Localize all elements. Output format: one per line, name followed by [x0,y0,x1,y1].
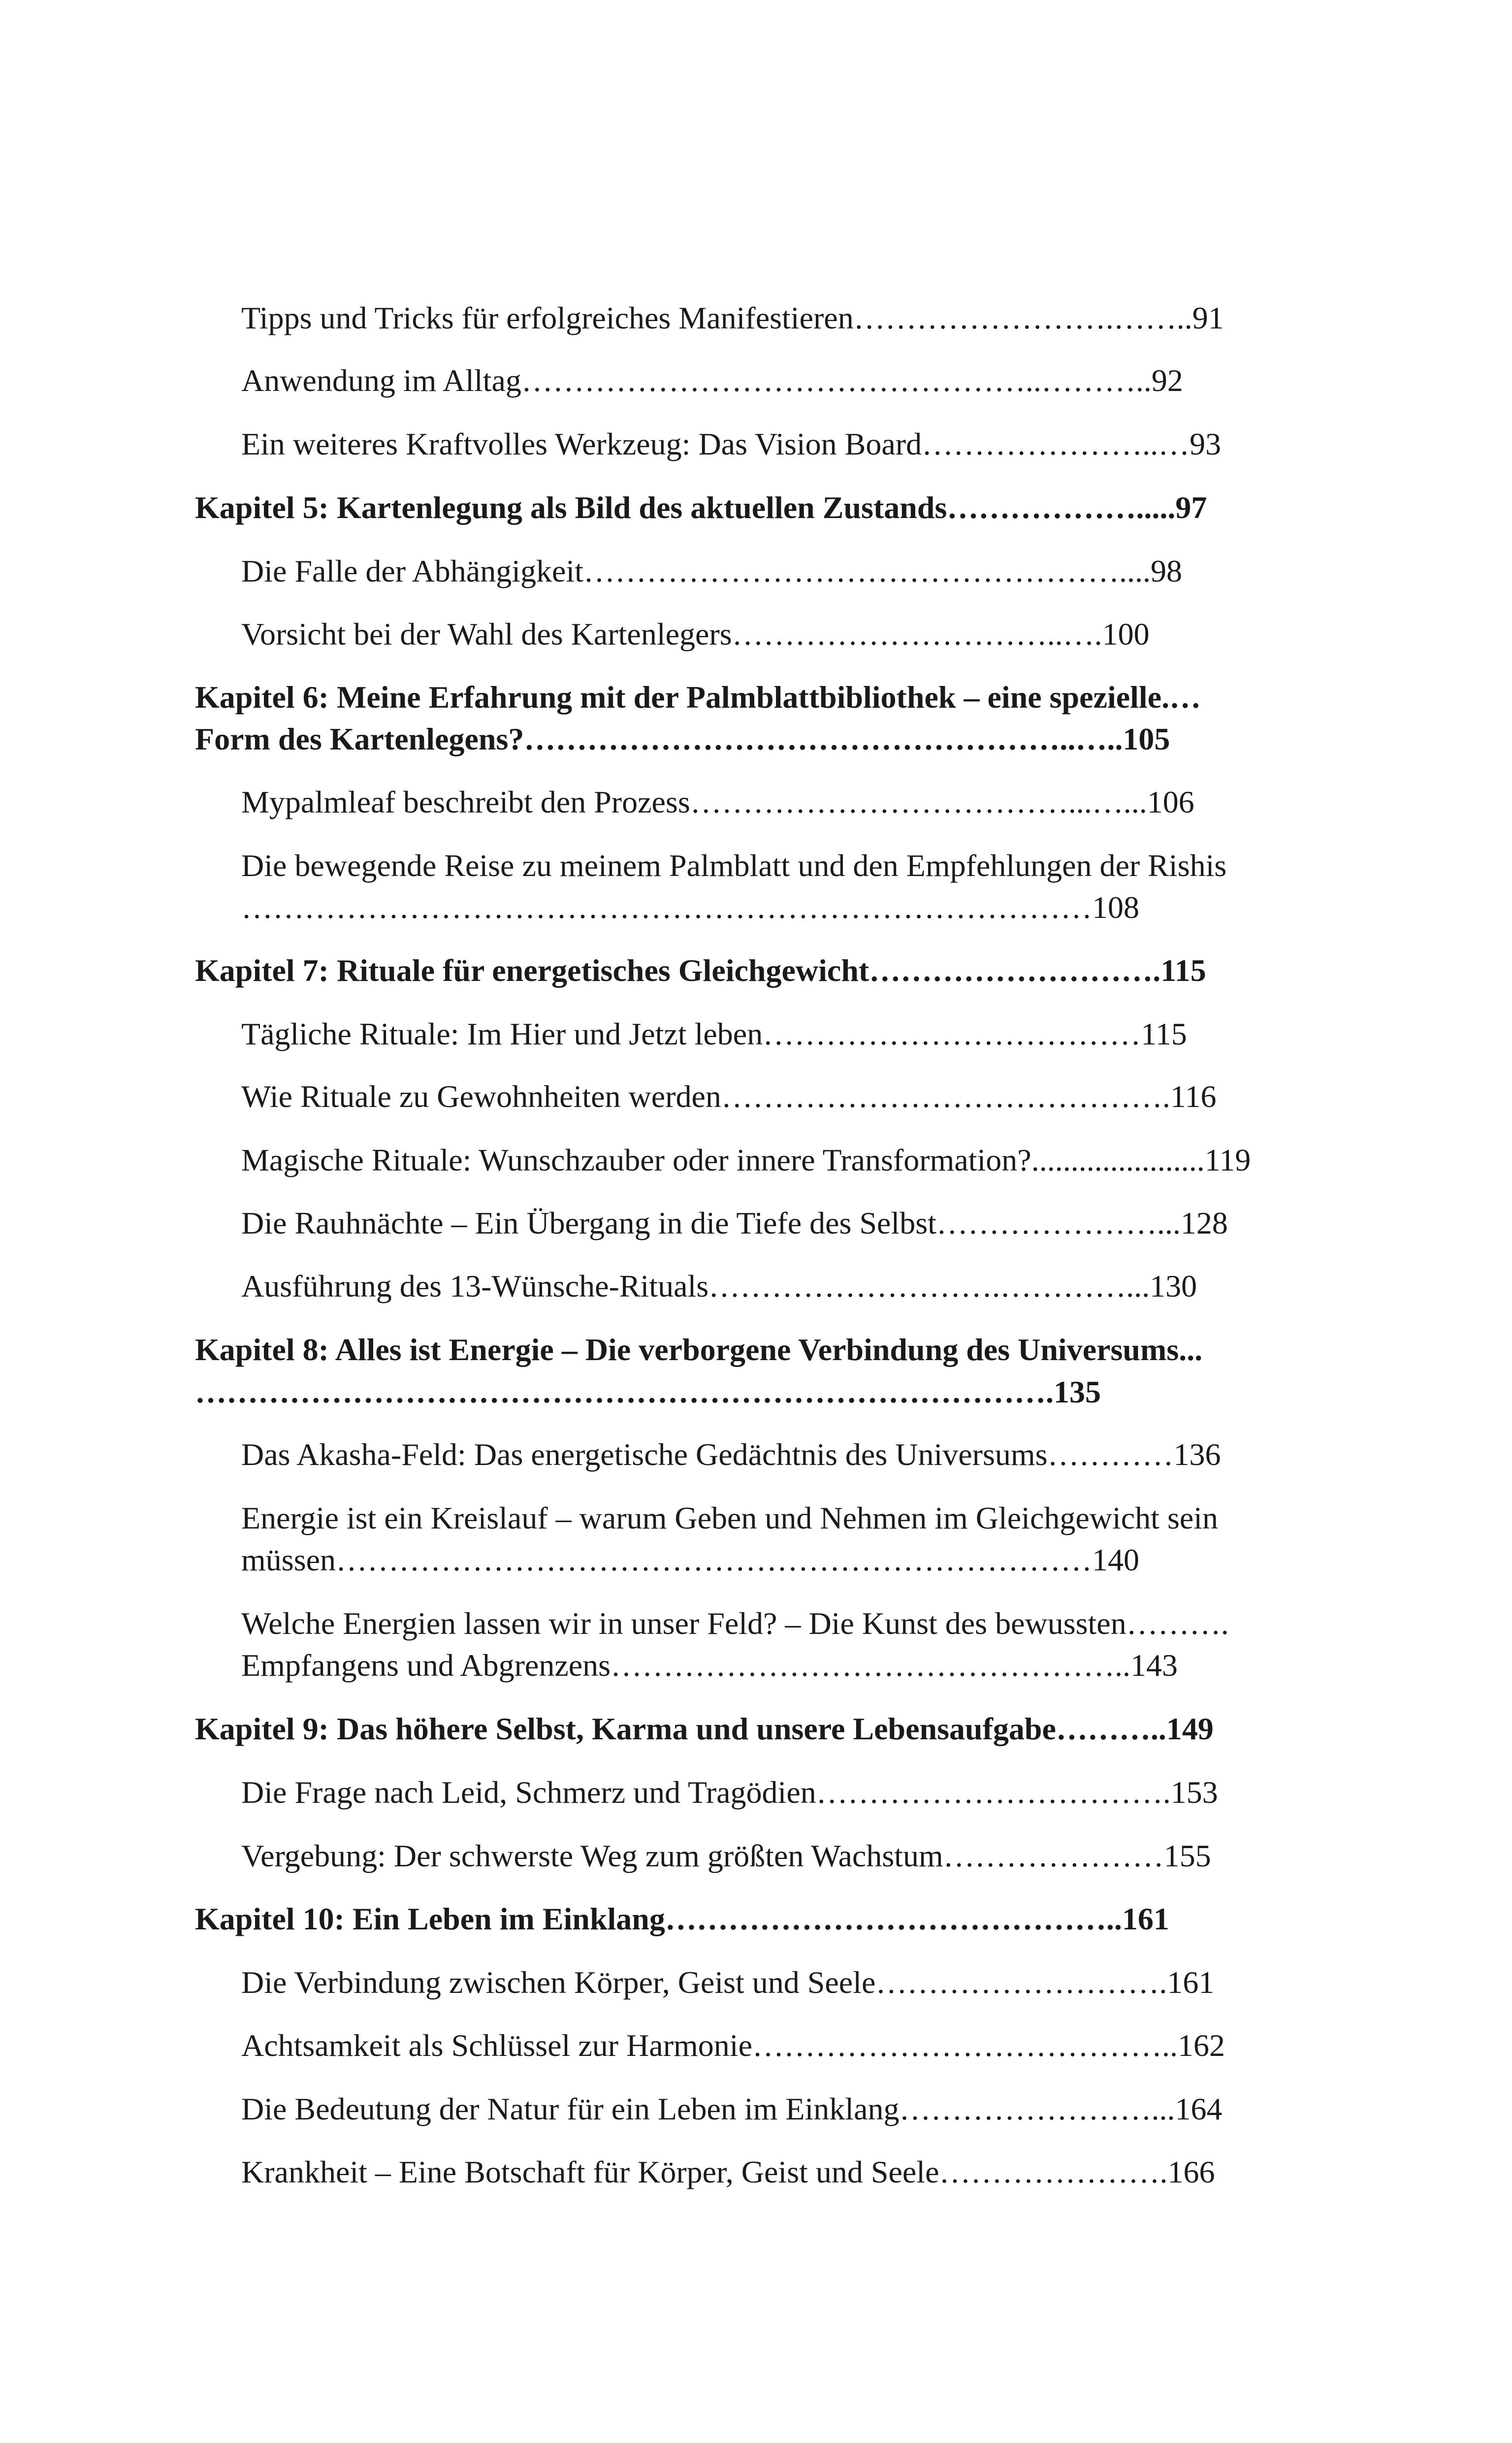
toc-section-line: Die bewegende Reise zu meinem Palmblatt und den Empfehlungen der Rishis [241,848,1227,883]
toc-chapter-line: Kapitel 8: Alles ist Energie – Die verborgene Verbindung des Universums... [195,1332,1203,1367]
toc-section-line: Tipps und Tricks für erfolgreiches Manifestieren…………………….……..91 [241,300,1224,335]
toc-section-line: Tägliche Rituale: Im Hier und Jetzt leben………………………………115 [241,1016,1187,1051]
toc-section-line: ………………………………………………………………………108 [241,890,1139,925]
toc-section-line: Ausführung des 13-Wünsche-Rituals……………………….…………...130 [241,1269,1197,1303]
toc-chapter-line: Kapitel 7: Rituale für energetisches Gleichgewicht……………………….115 [195,953,1206,988]
toc-section-line: Krankheit – Eine Botschaft für Körper, Geist und Seele………………….166 [241,2154,1215,2189]
toc-section-line: Ein weiteres Kraftvolles Werkzeug: Das Vision Board…………………..…93 [241,426,1222,461]
toc-section-line: Vergebung: Der schwerste Weg zum größten Wachstum…………………155 [241,1838,1211,1873]
toc-section-line: Wie Rituale zu Gewohnheiten werden…………………………………….116 [241,1079,1217,1114]
toc-chapter-line: ……………………………………………………………………….135 [195,1374,1101,1409]
toc-chapter-line: Kapitel 10: Ein Leben im Einklang……………………………………..161 [195,1901,1169,1936]
toc-section-line: Die Verbindung zwischen Körper, Geist und Seele……………………….161 [241,1965,1215,2000]
toc-chapter-line: Kapitel 5: Kartenlegung als Bild des aktuellen Zustands……………….....97 [195,490,1207,525]
toc-section-line: Anwendung im Alltag…………………………………………..………..92 [241,363,1183,398]
toc-section-line: Vorsicht bei der Wahl des Kartenlegers…………………………..….100 [241,617,1150,651]
toc-section-line: Die Frage nach Leid, Schmerz und Tragödien…………………………….153 [241,1775,1218,1810]
toc-section-line: Achtsamkeit als Schlüssel zur Harmonie…………………………………..162 [241,2028,1225,2063]
toc-section-line: Das Akasha-Feld: Das energetische Gedächtnis des Universums…………136 [241,1437,1221,1472]
toc-section-line: Welche Energien lassen wir in unser Feld? – Die Kunst des bewussten………. [241,1606,1229,1641]
toc-chapter-line: Form des Kartenlegens?……………………………………………..…..105 [195,721,1170,756]
toc-chapter-line: Kapitel 6: Meine Erfahrung mit der Palmblattbibliothek – eine spezielle.… [195,680,1201,715]
toc-section-line: Die Falle der Abhängigkeit……………………………………………....98 [241,554,1182,588]
toc-section-line: Energie ist ein Kreislauf – warum Geben und Nehmen im Gleichgewicht sein [241,1500,1219,1535]
toc-section-line: müssen………………………………………………………………140 [241,1542,1139,1577]
toc-section-line: Mypalmleaf beschreibt den Prozess………………………………...…...106 [241,784,1194,819]
toc-section-line: Empfangens und Abgrenzens…………………………………………..143 [241,1648,1178,1683]
toc-section-line: Die Bedeutung der Natur für ein Leben im Einklang……………………...164 [241,2091,1222,2126]
toc-section-line: Magische Rituale: Wunschzauber oder innere Transformation?......................119 [241,1142,1251,1177]
toc-chapter-line: Kapitel 9: Das höhere Selbst, Karma und unsere Lebensaufgabe………..149 [195,1711,1214,1746]
toc-section-line: Die Rauhnächte – Ein Übergang in die Tiefe des Selbst…………………...128 [241,1205,1228,1240]
